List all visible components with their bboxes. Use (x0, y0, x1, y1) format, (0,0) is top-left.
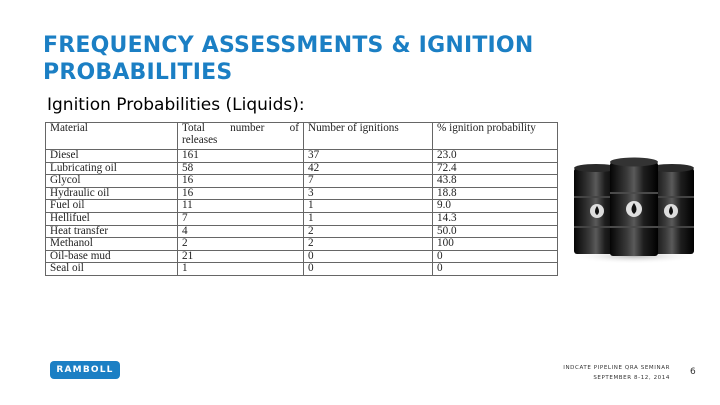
footer-info (563, 363, 670, 383)
cell-total-releases: 11 (178, 200, 304, 213)
cell-probability: 23.0 (433, 150, 558, 163)
cell-ignitions: 1 (304, 200, 433, 213)
page-number: 6 (690, 367, 696, 377)
table-row (46, 162, 558, 175)
ignition-probability-table (45, 122, 558, 276)
cell-material: Fuel oil (46, 200, 178, 213)
table-row (46, 225, 558, 238)
table-row (46, 150, 558, 163)
cell-material: Hydraulic oil (46, 187, 178, 200)
cell-probability: 50.0 (433, 225, 558, 238)
slide-title: FREQUENCY ASSESSMENTS & IGNITION PROBABILITIES (43, 33, 534, 85)
cell-total-releases: 7 (178, 212, 304, 225)
cell-material: Seal oil (46, 263, 178, 276)
table-row (46, 250, 558, 263)
cell-ignitions: 37 (304, 150, 433, 163)
cell-ignitions: 0 (304, 263, 433, 276)
cell-probability: 9.0 (433, 200, 558, 213)
cell-total-releases: 4 (178, 225, 304, 238)
table-row (46, 200, 558, 213)
footer-date: SEPTEMBER 8-12, 2014 (593, 375, 670, 381)
cell-material: Glycol (46, 175, 178, 188)
cell-total-releases: 161 (178, 150, 304, 163)
cell-total-releases: 1 (178, 263, 304, 276)
cell-probability: 0 (433, 250, 558, 263)
cell-ignitions: 1 (304, 212, 433, 225)
cell-probability: 100 (433, 238, 558, 251)
header-probability: % ignition probability (433, 123, 558, 150)
cell-ignitions: 7 (304, 175, 433, 188)
cell-probability: 18.8 (433, 187, 558, 200)
cell-ignitions: 42 (304, 162, 433, 175)
table-row (46, 175, 558, 188)
cell-material: Heat transfer (46, 225, 178, 238)
header-ignitions: Number of ignitions (304, 123, 433, 150)
cell-probability: 0 (433, 263, 558, 276)
header-releases-word: releases (182, 133, 218, 146)
cell-total-releases: 16 (178, 187, 304, 200)
cell-probability: 14.3 (433, 212, 558, 225)
cell-total-releases: 2 (178, 238, 304, 251)
cell-material: Oil-base mud (46, 250, 178, 263)
table-row (46, 212, 558, 225)
table-row (46, 187, 558, 200)
cell-probability: 72.4 (433, 162, 558, 175)
table-header-row (46, 123, 558, 150)
table-row (46, 263, 558, 276)
oil-barrels-image (568, 156, 700, 266)
header-material: Material (46, 123, 178, 150)
header-of-word: of (289, 122, 299, 134)
cell-total-releases: 16 (178, 175, 304, 188)
cell-ignitions: 2 (304, 225, 433, 238)
cell-probability: 43.8 (433, 175, 558, 188)
cell-material: Hellifuel (46, 212, 178, 225)
cell-material: Methanol (46, 238, 178, 251)
cell-material: Lubricating oil (46, 162, 178, 175)
cell-total-releases: 21 (178, 250, 304, 263)
ramboll-logo: RAMBOLL (50, 361, 120, 379)
slide-subtitle: Ignition Probabilities (Liquids): (47, 95, 305, 115)
cell-ignitions: 2 (304, 238, 433, 251)
header-number-word: number (230, 122, 265, 134)
cell-ignitions: 0 (304, 250, 433, 263)
cell-ignitions: 3 (304, 187, 433, 200)
table-row (46, 238, 558, 251)
footer-seminar: INDCATE PIPELINE QRA SEMINAR (563, 365, 670, 371)
cell-material: Diesel (46, 150, 178, 163)
header-total-word: Total (182, 122, 205, 134)
header-total-releases (178, 123, 304, 150)
cell-total-releases: 58 (178, 162, 304, 175)
